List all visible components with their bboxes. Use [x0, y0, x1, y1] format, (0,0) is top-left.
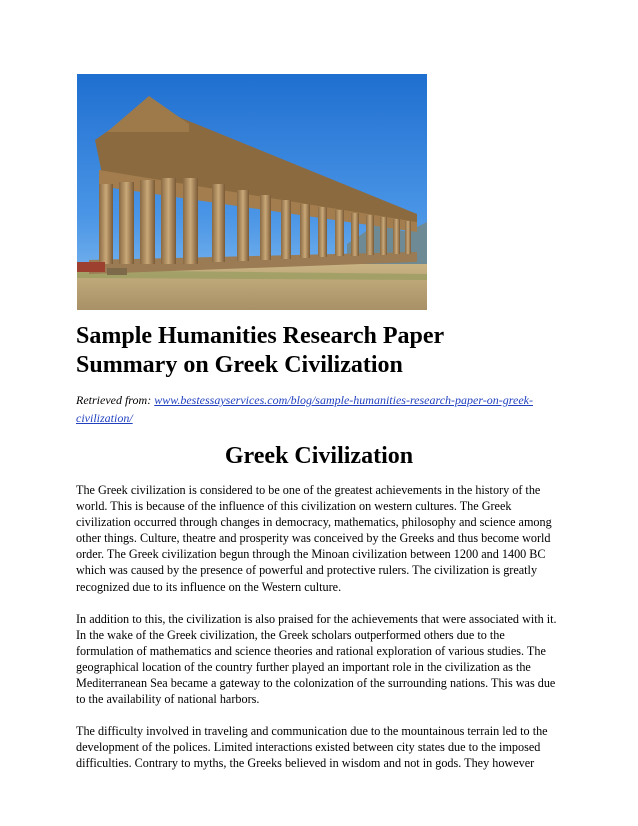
paragraph-3: The difficulty involved in traveling and communication due to the mountainous terrain led to the development of the polices. Limited interactions existed between city states due to the imposed difficulties. Contrary to myths, the Greeks believed in wisdom and not in gods. They however: [76, 724, 548, 771]
title-line-2: Summary on Greek Civilization: [76, 352, 403, 378]
body-text: [76, 482, 564, 788]
paragraph-2: In addition to this, the civilization is also praised for the achievements that were associated with it. In the wake of the Greek civilization, the Greek scholars outperformed others due to the formulation of mathematics and science theories and rational exploration of various studies. The geographical location of the country further played an important role in the civilization as the Mediterranean Sea became a gateway to the colonization of the surrounding nations. This was due to the availability of national harbors.: [76, 611, 557, 707]
retrieved-from-line: [76, 391, 566, 427]
section-heading: Greek Civilization: [224, 443, 414, 469]
paragraph-1: The Greek civilization is considered to be one of the greatest achievements in the history of the world. This is because of the influence of this civilization on western cultures. The Greek civilization occurred through changes in democracy, mathematics, philosophy and science among other things. Culture, theatre and prosperity was conceived by the Greeks and thus become world order. The Greek civilization begun through the Minoan civilization between 1200 and 1400 BC which was caused by the presence of powerful and protective rulers. The civilization is greatly recognized due to its influence on the Western culture.: [76, 483, 552, 594]
greek-temple-photo: [77, 74, 427, 310]
temple-illustration: [77, 74, 427, 310]
title-line-1: Sample Humanities Research Paper: [76, 323, 445, 349]
retrieved-label: Retrieved from:: [76, 393, 155, 407]
source-link[interactable]: www.bestessayservices.com/blog/sample-humanities-research-paper-on-greek-civilization/: [76, 393, 533, 425]
paper-title: [76, 322, 576, 380]
